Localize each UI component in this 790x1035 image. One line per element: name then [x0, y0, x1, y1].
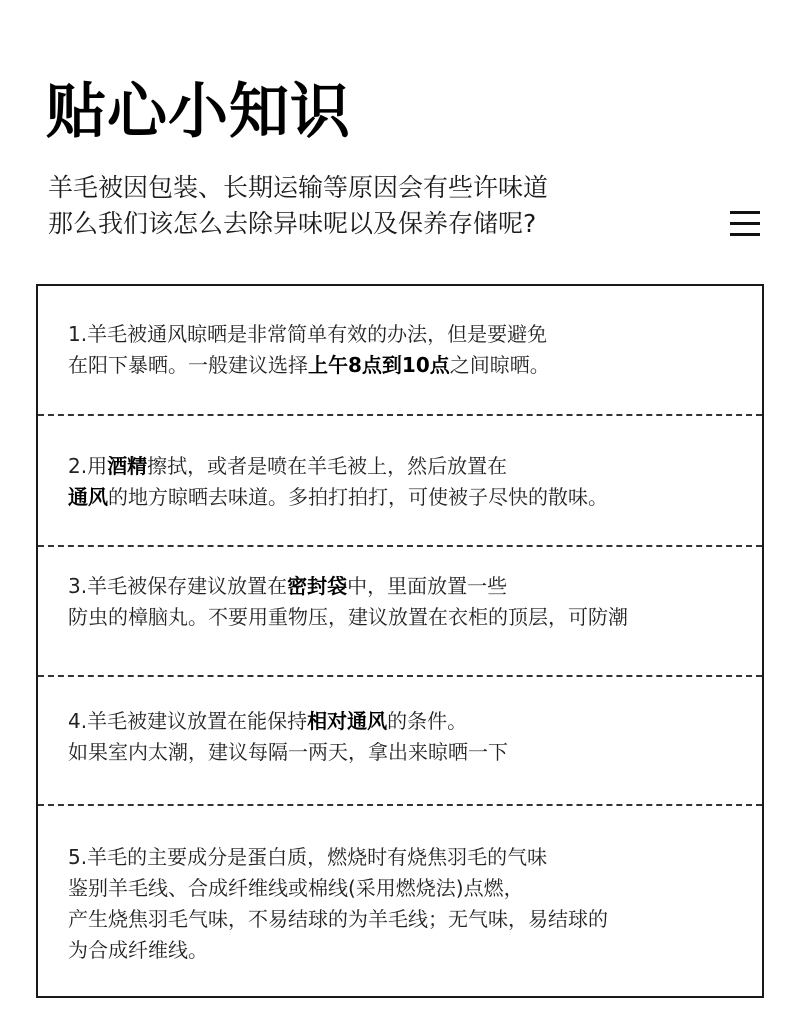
tip-line: 4.羊毛被建议放置在能保持相对通风的条件。 [68, 709, 468, 733]
intro-line: 羊毛被因包装、长期运输等原因会有些许味道 [48, 173, 549, 202]
tip-highlight: 通风 [68, 485, 108, 509]
tip-3 [38, 545, 762, 676]
tip-highlight: 上午8点到10点 [308, 353, 450, 377]
tip-line: 如果室内太潮，建议每隔一两天，拿出来晾晒一下 [68, 740, 508, 764]
tip-line: 通风的地方晾晒去味道。多拍打拍打，可使被子尽快的散味。 [68, 485, 608, 509]
tip-line: 为合成纤维线。 [68, 938, 208, 962]
page-title: 贴心小知识 [46, 77, 351, 147]
tip-highlight: 相对通风 [307, 709, 388, 733]
tips-box [36, 284, 764, 998]
tip-1 [38, 286, 762, 416]
intro-text [48, 170, 688, 242]
tip-highlight: 酒精 [107, 454, 148, 478]
tip-line: 5.羊毛的主要成分是蛋白质，燃烧时有烧焦羽毛的气味 [68, 845, 548, 869]
tip-line: 1.羊毛被通风晾晒是非常简单有效的办法，但是要避免 [68, 322, 548, 346]
intro-line: 那么我们该怎么去除异味呢以及保养存储呢? [48, 209, 537, 238]
tip-2 [38, 414, 762, 546]
tip-line: 鉴别羊毛线、合成纤维线或棉线(采用燃烧法)点燃， [68, 876, 524, 900]
tip-line: 产生烧焦羽毛气味，不易结球的为羊毛线；无气味，易结球的 [68, 907, 608, 931]
tip-5 [38, 804, 762, 996]
menu-bar [730, 233, 760, 236]
tip-line: 3.羊毛被保存建议放置在密封袋中，里面放置一些 [68, 574, 508, 598]
hamburger-menu-icon[interactable] [730, 211, 760, 237]
menu-bar [730, 222, 760, 225]
tip-line: 防虫的樟脑丸。不要用重物压，建议放置在衣柜的顶层，可防潮 [68, 605, 628, 629]
tip-highlight: 密封袋 [287, 574, 348, 598]
tip-line: 2.用酒精擦拭，或者是喷在羊毛被上，然后放置在 [68, 454, 508, 478]
tip-4 [38, 675, 762, 805]
menu-bar [730, 211, 760, 214]
tip-line: 在阳下暴晒。一般建议选择上午8点到10点之间晾晒。 [68, 353, 550, 377]
